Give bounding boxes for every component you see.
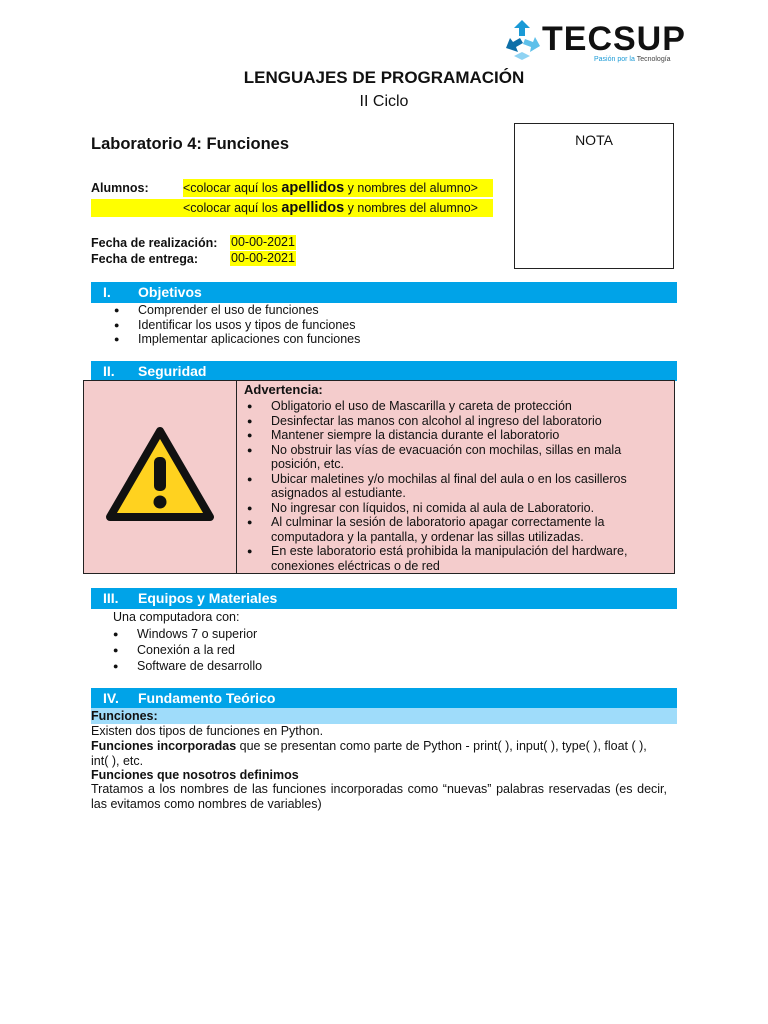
- grade-box: [514, 123, 674, 269]
- warning-icon: [104, 425, 216, 525]
- document-subtitle: II Ciclo: [359, 93, 409, 110]
- list-item: ● Obligatorio el uso de Mascarilla y careta de protección: [271, 399, 661, 414]
- paragraph-user-defined-heading: Funciones que nosotros definimos: [91, 768, 299, 782]
- paragraph-user-defined: Tratamos a los nombres de las funciones incorporadas como “nuevas” palabras reservadas (es decir, las evitamos como nombres de variables): [91, 782, 667, 811]
- list-item: ● Implementar aplicaciones con funciones: [138, 332, 360, 347]
- document-title: LENGUAJES DE PROGRAMACIÓN: [243, 68, 525, 87]
- section-number: IV.: [103, 690, 119, 706]
- list-item: ● Comprender el uso de funciones: [138, 303, 360, 318]
- table-divider: [236, 381, 237, 573]
- student-1-prefix: <colocar aquí los: [183, 181, 282, 195]
- logo-tagline-a: Pasión por la: [594, 56, 635, 63]
- safety-list: [271, 399, 661, 573]
- student-2-suffix: y nombres del alumno>: [344, 201, 478, 215]
- list-item: ● No obstruir las vías de evacuación con mochilas, sillas en mala posición, etc.: [271, 443, 661, 472]
- paragraph-builtin: [91, 739, 667, 768]
- equipment-intro: Una computadora con:: [113, 610, 240, 624]
- section-number: II.: [103, 363, 115, 379]
- list-item: ● No ingresar con líquidos, ni comida al aula de Laboratorio.: [271, 501, 661, 516]
- list-item: ● En este laboratorio está prohibida la manipulación del hardware, conexiones eléctricas o de red: [271, 544, 661, 573]
- section-seguridad-header: [91, 361, 677, 381]
- builtin-term: Funciones incorporadas: [91, 739, 237, 753]
- student-name-1: [183, 179, 493, 197]
- lab-title: Laboratorio 4: Funciones: [91, 135, 290, 153]
- list-item: ● Conexión a la red: [137, 642, 262, 658]
- objectives-list: [138, 303, 360, 347]
- student-1-bold: apellidos: [281, 180, 345, 196]
- logo-tagline-b: Tecnología: [636, 56, 671, 63]
- student-2-prefix: <colocar aquí los: [183, 201, 282, 215]
- warning-title: Advertencia:: [244, 382, 323, 397]
- list-item: ● Ubicar maletines y/o mochilas al final del aula o en los casilleros asignados al estudiante.: [271, 472, 661, 501]
- tecsup-logo: [500, 18, 686, 68]
- equipment-list: [137, 626, 262, 674]
- student-2-bold: apellidos: [281, 200, 345, 216]
- list-item: ● Identificar los usos y tipos de funciones: [138, 318, 360, 333]
- section-objetivos-header: [91, 282, 677, 303]
- builtin-description: que se presentan como parte de Python - print( ), input( ), type( ), float ( ), int( ), etc.: [91, 739, 647, 768]
- date-due-value: 00-00-2021: [231, 251, 295, 265]
- safety-table: [83, 380, 675, 574]
- section-title: Fundamento Teórico: [138, 690, 276, 706]
- section-number: III.: [103, 590, 119, 606]
- logo-word: TECSUP: [542, 20, 686, 58]
- section-equipos-header: [91, 588, 677, 609]
- date-due-label: Fecha de entrega:: [91, 252, 198, 266]
- logo-tagline: [594, 56, 671, 63]
- subheading-highlight: [91, 708, 677, 724]
- subheading-funciones: Funciones:: [91, 709, 158, 723]
- list-item: ● Software de desarrollo: [137, 658, 262, 674]
- section-title: Objetivos: [138, 284, 202, 300]
- section-number: I.: [103, 284, 111, 300]
- date-performed-label: Fecha de realización:: [91, 236, 218, 250]
- date-performed-value: 00-00-2021: [231, 235, 295, 249]
- section-title: Equipos y Materiales: [138, 590, 278, 606]
- list-item: ● Desinfectar las manos con alcohol al ingreso del laboratorio: [271, 414, 661, 429]
- grade-label: NOTA: [575, 132, 613, 148]
- student-1-suffix: y nombres del alumno>: [344, 181, 478, 195]
- recycle-arrows-icon: [500, 18, 544, 62]
- list-item: ● Al culminar la sesión de laboratorio apagar correctamente la computadora y la pantalla, y ordenar las sillas utilizadas.: [271, 515, 661, 544]
- students-label: Alumnos:: [91, 181, 149, 195]
- student-name-2: [183, 199, 478, 217]
- section-title: Seguridad: [138, 363, 207, 379]
- section-fundamento-header: [91, 688, 677, 709]
- paragraph-intro: Existen dos tipos de funciones en Python.: [91, 724, 324, 738]
- list-item: ● Windows 7 o superior: [137, 626, 262, 642]
- list-item: ● Mantener siempre la distancia durante el laboratorio: [271, 428, 661, 443]
